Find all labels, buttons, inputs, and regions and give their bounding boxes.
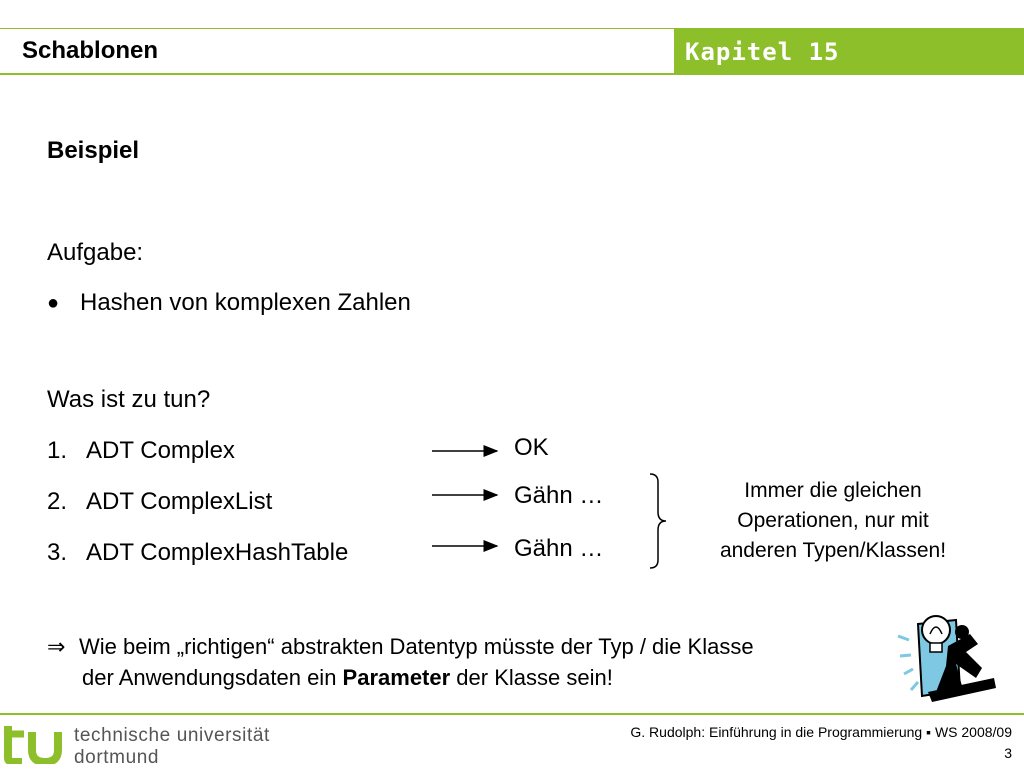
step-number: 2. — [47, 488, 68, 515]
footer-rule — [0, 713, 1024, 715]
curly-brace-icon — [650, 474, 666, 568]
section-heading: Beispiel — [47, 137, 140, 164]
bullet-icon: ● — [47, 292, 60, 314]
step-result: Gähn … — [514, 482, 604, 509]
step-text: ADT Complex — [86, 437, 235, 464]
chapter-badge: Kapitel 15 — [674, 29, 1024, 73]
conclusion-line: der Anwendungsdaten ein Parameter der Klasse sein! — [82, 665, 613, 690]
page-number: 3 — [1004, 745, 1012, 761]
implies-icon: ⇒ — [47, 634, 66, 659]
tu-logo-icon — [4, 718, 68, 764]
question: Was ist zu tun? — [47, 386, 211, 413]
author-credit: G. Rudolph: Einführung in die Programmierung ▪ WS 2008/09 — [630, 724, 1012, 740]
note-line: Immer die gleichen — [744, 479, 922, 502]
task-label: Aufgabe: — [47, 239, 144, 266]
side-note — [690, 476, 976, 566]
step-number: 1. — [47, 437, 68, 464]
step-result: OK — [514, 434, 549, 461]
step-number: 3. — [47, 539, 68, 566]
lightbulb-idea-icon — [896, 606, 1000, 706]
footer-credit — [630, 722, 1012, 764]
step-result: Gähn … — [514, 535, 604, 562]
step-text: ADT ComplexHashTable — [86, 539, 349, 566]
note-line: Operationen, nur mit — [737, 509, 929, 532]
note-line: anderen Typen/Klassen! — [719, 539, 947, 562]
conclusion-line: Wie beim „richtigen“ abstrakten Datentyp müsste der Typ / die Klasse — [79, 634, 754, 659]
slide-title: Schablonen — [22, 37, 159, 64]
university-name: technische universität dortmund — [74, 725, 270, 768]
parameter-keyword: Parameter — [342, 665, 451, 690]
step-text: ADT ComplexList — [86, 488, 273, 515]
task-item: Hashen von komplexen Zahlen — [80, 289, 411, 316]
